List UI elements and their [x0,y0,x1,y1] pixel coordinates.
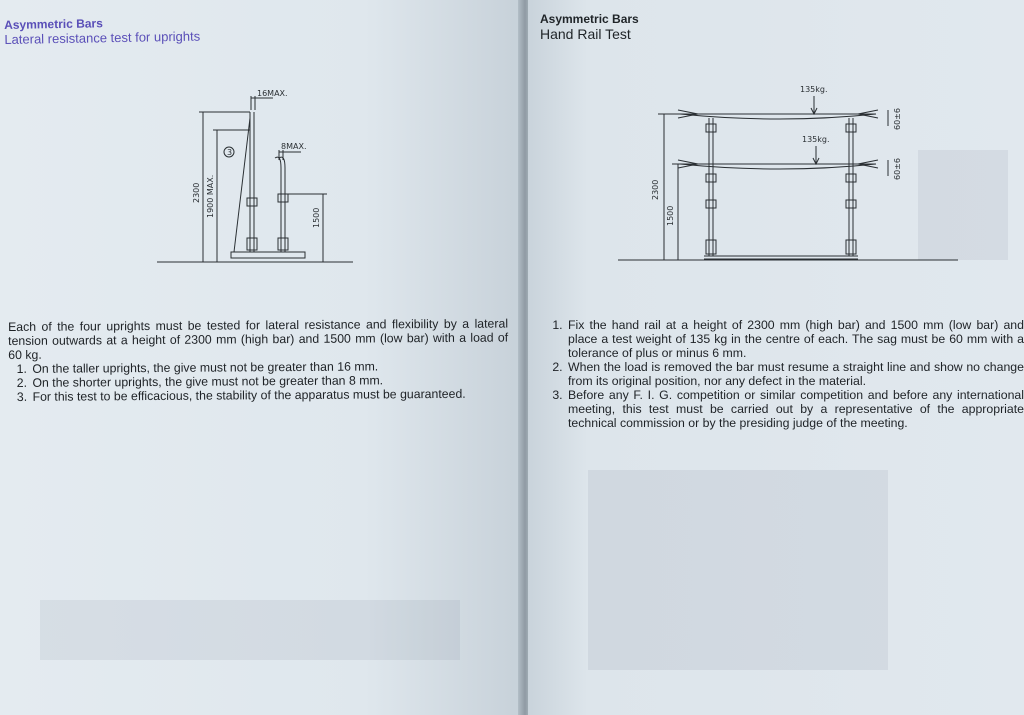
list-item: 2. When the load is removed the bar must resume a straight line and show no change from its original position, nor any defect in the material. [566,360,1024,388]
left-body [8,317,509,404]
left-list [8,359,508,404]
hand-rail-diagram [618,80,958,270]
right-subtitle: Hand Rail Test [540,26,631,42]
right-list [544,318,1024,430]
circle-label: 3 [227,148,233,157]
upright-diagram [155,88,355,268]
list-item: 3. Before any F. I. G. competition or similar competition and before any international meeting, this test must be carried out by a representative of the appropriate technical commission or by the presiding judge of the meeting. [566,388,1024,430]
load-bottom-label: 135kg. [802,135,830,144]
list-item: 2. On the shorter uprights, the give must not be greater than 8 mm. [30,373,508,390]
top-max-label: 16MAX. [257,89,288,98]
list-item: 3. For this test to be efficacious, the stability of the apparatus must be guaranteed. [30,387,508,404]
dim-1500-label: 1500 [312,207,321,228]
tol-top-label: 60±6 [893,108,902,130]
right-title: Asymmetric Bars [540,12,639,26]
left-title: Asymmetric Bars [4,16,103,32]
tol-bottom-label: 60±6 [893,158,902,180]
mid-max-label: 8MAX. [281,142,307,151]
upright-diagram-svg [155,88,355,268]
right-heading [540,12,639,42]
list-item: 1. Fix the hand rail at a height of 2300 mm (high bar) and 1500 mm (low bar) and place a test weight of 135 kg in the centre of each. The sag must be 60 mm with a tolerance of plus or minus 6 mm. [566,318,1024,360]
left-intro: Each of the four uprights must be tested for lateral resistance and flexibility by a lateral tension outwards at a height of 2300 mm (high bar) and 1500 mm (low bar) with a load of 60 kg. [8,316,509,362]
right-body [544,318,1024,430]
list-item: 1. On the taller uprights, the give must not be greater than 16 mm. [30,359,508,376]
right-page [528,0,1024,715]
show-through-shade [40,600,460,660]
left-subtitle: Lateral resistance test for uprights [4,28,201,47]
dim-2300-label: 2300 [192,182,201,203]
left-heading [4,15,200,47]
dim-2300-label: 2300 [651,179,660,200]
dim-1500-label: 1500 [666,205,675,226]
load-top-label: 135kg. [800,85,828,94]
show-through-shade [588,470,888,670]
dim-1900-label: 1900 MAX. [206,174,215,218]
hand-rail-diagram-svg [618,80,958,270]
